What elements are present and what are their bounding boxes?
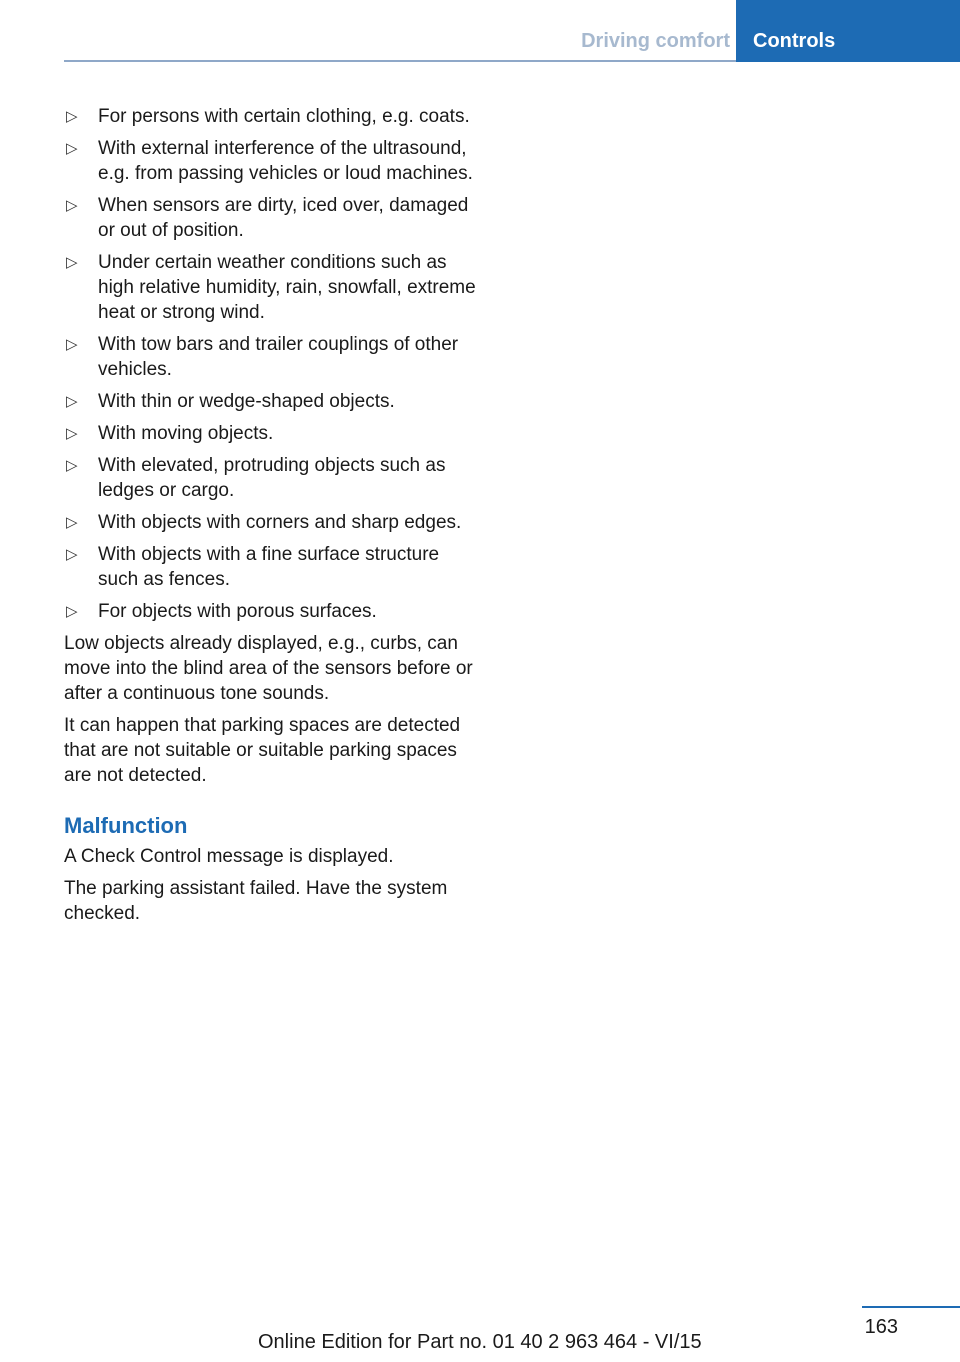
list-item-text: When sensors are dirty, iced over, damaged or out of position. [98, 195, 469, 241]
list-item [64, 421, 484, 446]
list-item [64, 510, 484, 535]
triangle-bullet-icon: ▷ [66, 603, 78, 620]
list-item-text: With moving objects. [98, 423, 274, 444]
list-item [64, 599, 484, 624]
header-chapter-tab [736, 0, 960, 62]
bullet-list [64, 104, 484, 624]
list-item-text: With objects with corners and sharp edges. [98, 512, 462, 533]
triangle-bullet-icon: ▷ [66, 425, 78, 442]
triangle-bullet-icon: ▷ [66, 393, 78, 410]
header-chapter-label: Controls [753, 30, 836, 52]
header-section-title: Driving comfort [581, 30, 730, 52]
list-item-text: With tow bars and trailer couplings of other vehicles. [98, 334, 459, 380]
triangle-bullet-icon: ▷ [66, 457, 78, 474]
list-item-text: For persons with certain clothing, e.g. coats. [98, 106, 470, 127]
paragraph-parking-spaces: It can happen that parking spaces are detected that are not suitable or suitable parking spaces are not detected. [64, 715, 461, 786]
triangle-bullet-icon: ▷ [66, 514, 78, 531]
list-item-text: For objects with porous surfaces. [98, 601, 377, 622]
paragraph-low-objects: Low objects already displayed, e.g., curbs, can move into the blind area of the sensors before or after a continuous tone sounds. [64, 633, 473, 704]
footer-rule [862, 1306, 960, 1308]
list-item-text: With thin or wedge-shaped objects. [98, 391, 395, 412]
page-number: 163 [864, 1316, 898, 1338]
list-item-text: With external interference of the ultrasound, e.g. from passing vehicles or loud machines. [98, 138, 473, 184]
list-item [64, 453, 484, 503]
list-item [64, 542, 484, 592]
triangle-bullet-icon: ▷ [66, 140, 78, 157]
list-item [64, 250, 484, 325]
triangle-bullet-icon: ▷ [66, 108, 78, 125]
triangle-bullet-icon: ▷ [66, 254, 78, 271]
paragraph-check-control: A Check Control message is displayed. [64, 846, 394, 867]
main-content [64, 104, 484, 933]
triangle-bullet-icon: ▷ [66, 336, 78, 353]
paragraph-system-failed: The parking assistant failed. Have the system checked. [64, 878, 448, 924]
list-item-text: Under certain weather conditions such as high relative humidity, rain, snowfall, extreme heat or strong wind. [98, 252, 476, 323]
list-item-text: With objects with a fine surface structure such as fences. [98, 544, 440, 590]
list-item [64, 104, 484, 129]
triangle-bullet-icon: ▷ [66, 197, 78, 214]
edition-note: Online Edition for Part no. 01 40 2 963 464 - VI/15 [258, 1331, 702, 1353]
list-item [64, 332, 484, 382]
list-item [64, 136, 484, 186]
triangle-bullet-icon: ▷ [66, 546, 78, 563]
list-item [64, 389, 484, 414]
list-item-text: With elevated, protruding objects such as ledges or cargo. [98, 455, 446, 501]
malfunction-heading: Malfunction [64, 813, 188, 838]
list-item [64, 193, 484, 243]
